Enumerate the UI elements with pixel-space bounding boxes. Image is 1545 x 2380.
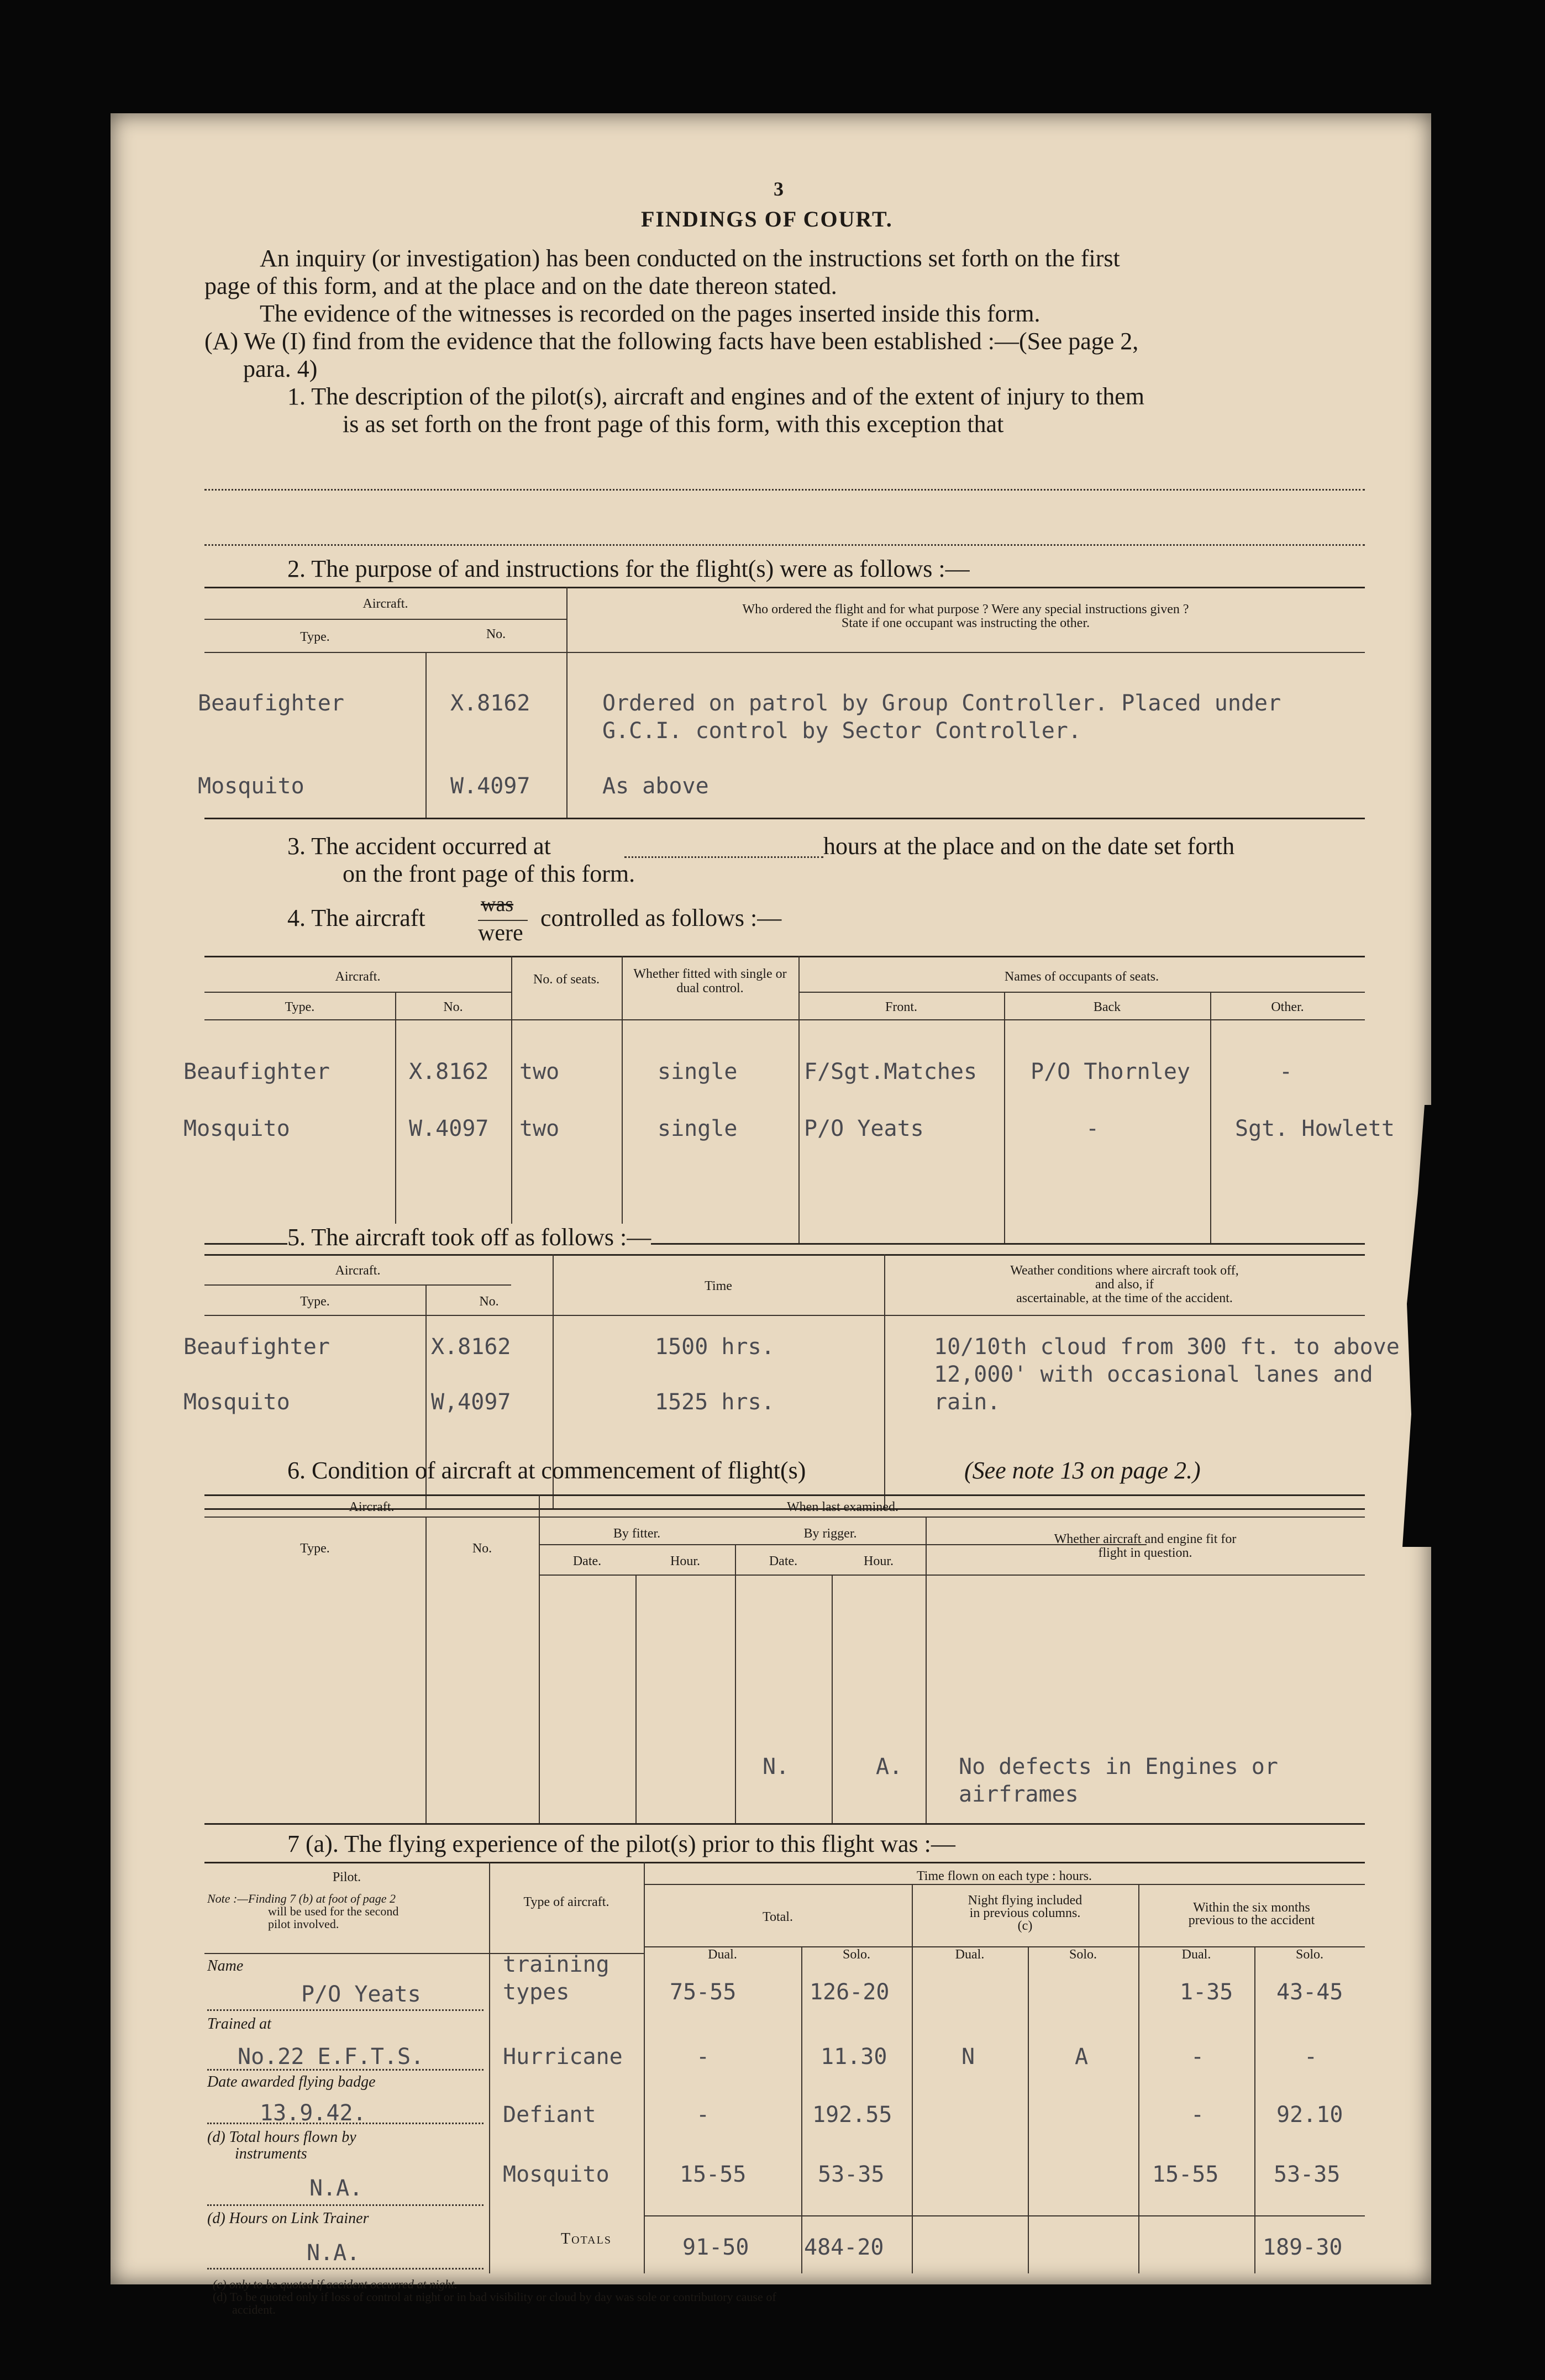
s6-col-aircraft: Aircraft.	[349, 1500, 395, 1514]
s6-col-no: No.	[472, 1541, 492, 1556]
s7-row-2-six-dual: -	[1191, 2044, 1205, 2070]
section-7-heading: 7 (a). The flying experience of the pilot(s) prior to this flight was :—	[287, 1830, 955, 1857]
s7-col-night-dual: Dual.	[955, 1947, 985, 1962]
s4-col-no: No.	[443, 1000, 463, 1014]
s6-col-fit-1: Whether aircraft and engine fit for	[1054, 1532, 1237, 1546]
s5-col-weather-3: ascertainable, at the time of the accident.	[1016, 1291, 1233, 1305]
s5-col-no: No.	[479, 1294, 499, 1309]
s7-row-2-night-dual: N	[961, 2044, 975, 2070]
form-page	[111, 113, 1431, 2316]
s4-col-control: Whether fitted with single or dual control.	[633, 967, 787, 996]
s6-col-rigger-hour: Hour.	[864, 1554, 894, 1568]
s2-row-2-no: W.4097	[450, 773, 530, 799]
intro-line-4b: para. 4)	[243, 355, 318, 382]
s6-rigger-hour: A.	[876, 1754, 903, 1779]
intro-line-4: (A) We (I) find from the evidence that the following facts have been established :—(See page 2,	[204, 328, 1139, 355]
s2-row-1-purpose-2: G.C.I. control by Sector Controller.	[602, 718, 1081, 744]
s7-col-total: Total.	[763, 1910, 793, 1924]
s4-row-2-other: Sgt. Howlett	[1235, 1116, 1395, 1141]
s7-row-4-solo: 53-35	[818, 2162, 885, 2187]
section-2-top-rule	[204, 587, 1365, 588]
s4-col-back: Back	[1093, 1000, 1121, 1014]
s4-row-1-front: F/Sgt.Matches	[804, 1059, 978, 1084]
section-6-note: (See note 13 on page 2.)	[964, 1457, 1201, 1484]
s7-col-night-2: in previous columns.	[969, 1906, 1081, 1920]
s6-fit-1: No defects in Engines or	[959, 1754, 1278, 1779]
s6-col-fitter-hour: Hour.	[670, 1554, 700, 1568]
s7-row-4-type: Mosquito	[503, 2162, 609, 2187]
s2-col-purpose-2: State if one occupant was instructing the other.	[841, 616, 1090, 630]
s7-row-1-six-solo: 43-45	[1276, 1979, 1343, 2005]
s7-col-total-solo: Solo.	[842, 1947, 870, 1962]
s2-row-1-purpose-1: Ordered on patrol by Group Controller. Placed under	[602, 691, 1281, 716]
s5-weather-1: 10/10th cloud from 300 ft. to above	[934, 1334, 1400, 1360]
section-2-heading: 2. The purpose of and instructions for the flight(s) were as follows :—	[287, 555, 970, 582]
s7-row-1-six-dual: 1-35	[1180, 1979, 1233, 2005]
s7-row-2-six-solo: -	[1304, 2044, 1318, 2070]
s5-col-weather-1: Weather conditions where aircraft took off,	[1010, 1263, 1239, 1278]
s5-row-2-time: 1525 hrs.	[655, 1389, 775, 1415]
s2-col-type: Type.	[300, 630, 330, 644]
s7-row-2-type: Hurricane	[503, 2044, 623, 2070]
section-5-heading: 5. The aircraft took off as follows :—	[287, 1224, 651, 1251]
s7-label-link: (d) Hours on Link Trainer	[207, 2210, 369, 2227]
s4-row-1-seats: two	[519, 1059, 560, 1084]
s4-row-2-front: P/O Yeats	[804, 1116, 924, 1141]
s4-row-1-no: X.8162	[409, 1059, 489, 1084]
s7-total-solo: 484-20	[804, 2235, 884, 2260]
s7-row-3-type: Defiant	[503, 2102, 596, 2128]
s4-row-1-control: single	[658, 1059, 738, 1084]
s2-row-2-purpose: As above	[602, 773, 709, 799]
s4-row-1-other: -	[1279, 1059, 1293, 1084]
s7-row-3-solo: 192.55	[812, 2102, 892, 2128]
accident-hour-field	[624, 856, 823, 858]
s2-col-purpose-1: Who ordered the flight and for what purpose ? Were any special instructions given ?	[742, 602, 1189, 617]
exception-dotted-line-2	[204, 544, 1365, 546]
s4-col-type: Type.	[285, 1000, 315, 1014]
s4-row-2-control: single	[658, 1116, 738, 1141]
s5-row-2-no: W,4097	[431, 1389, 511, 1415]
s7-row-1-type-1: training	[503, 1952, 609, 1977]
s5-row-1-time: 1500 hrs.	[655, 1334, 775, 1360]
intro-line-3: The evidence of the witnesses is recorded on the pages inserted inside this form.	[260, 300, 1040, 327]
s2-col-aircraft: Aircraft.	[362, 597, 408, 611]
item-1-line-2: is as set forth on the front page of this form, with this exception that	[343, 410, 1004, 438]
s4-col-seats: No. of seats.	[533, 972, 600, 987]
s7-row-3-dual: -	[696, 2102, 710, 2128]
section-6-heading: 6. Condition of aircraft at commencement of flight(s)	[287, 1457, 806, 1484]
s7-col-total-dual: Dual.	[708, 1947, 737, 1962]
s7-col-six-1: Within the six months	[1193, 1900, 1310, 1915]
s4-col-other: Other.	[1271, 1000, 1304, 1014]
s7-pilot-note-2: will be used for the second	[268, 1904, 399, 1918]
s7-row-4-six-dual: 15-55	[1152, 2162, 1219, 2187]
s4-row-2-back: -	[1086, 1116, 1100, 1141]
s5-col-time: Time	[705, 1279, 732, 1293]
s4-col-aircraft: Aircraft.	[335, 970, 381, 984]
s6-rigger-date: N.	[763, 1754, 790, 1779]
s7-totals-label: Totals	[561, 2230, 612, 2247]
section-4-was: was	[481, 893, 514, 916]
s7-trained-at: No.22 E.F.T.S.	[238, 2044, 424, 2070]
s6-col-fit-2: flight in question.	[1098, 1546, 1192, 1560]
exception-dotted-line-1	[204, 489, 1365, 491]
s6-col-when: When last examined.	[787, 1500, 898, 1514]
s7-row-2-solo: 11.30	[821, 2044, 887, 2070]
s7-col-night-1: Night flying included	[968, 1893, 1082, 1908]
s6-col-fitter: By fitter.	[613, 1526, 661, 1541]
s7-label-badge: Date awarded flying badge	[207, 2073, 376, 2091]
s7-pilot-note-3: pilot involved.	[268, 1917, 339, 1931]
s5-col-aircraft: Aircraft.	[335, 1263, 381, 1278]
s7-badge-date: 13.9.42.	[260, 2100, 366, 2126]
s7-label-instruments-1: (d) Total hours flown by	[207, 2129, 356, 2146]
s7-row-3-six-solo: 92.10	[1276, 2102, 1343, 2128]
s6-col-fitter-date: Date.	[572, 1554, 602, 1568]
s7-col-type: Type of aircraft.	[523, 1895, 609, 1909]
section-3-line-2: on the front page of this form.	[343, 860, 635, 887]
s6-col-rigger-date: Date.	[769, 1554, 798, 1568]
section-4-heading-start: 4. The aircraft	[287, 904, 425, 931]
section-4-were: were	[478, 920, 523, 946]
s7-col-time: Time flown on each type : hours.	[916, 1869, 1092, 1883]
s7-instrument-hours: N.A.	[309, 2176, 363, 2201]
s2-row-2-type: Mosquito	[198, 773, 304, 799]
s7-col-night-3: (c)	[1017, 1919, 1033, 1933]
s7-row-1-dual: 75-55	[670, 1979, 737, 2005]
s4-row-2-type: Mosquito	[183, 1116, 290, 1141]
footnote-c: (c) only to be quoted if accident occurred at night.	[213, 2277, 458, 2291]
page-number: 3	[774, 178, 784, 200]
s5-weather-2: 12,000' with occasional lanes and	[934, 1362, 1373, 1387]
s7-row-2-night-solo: A	[1075, 2044, 1089, 2070]
intro-line-1: An inquiry (or investigation) has been conducted on the instructions set forth on the first	[260, 245, 1120, 272]
s4-row-1-type: Beaufighter	[183, 1059, 330, 1084]
s7-row-2-dual: -	[696, 2044, 710, 2070]
section-3-line-1b: hours at the place and on the date set forth	[823, 833, 1235, 860]
s7-col-six-solo: Solo.	[1295, 1947, 1323, 1962]
s7-label-trained: Trained at	[207, 2015, 271, 2033]
s4-col-names: Names of occupants of seats.	[1004, 970, 1159, 984]
s5-row-2-type: Mosquito	[183, 1389, 290, 1415]
s7-row-1-solo: 126-20	[810, 1979, 890, 2005]
s5-col-type: Type.	[300, 1294, 330, 1309]
s5-weather-3: rain.	[934, 1389, 1001, 1415]
s2-col-no: No.	[486, 627, 506, 641]
s7-col-six-2: previous to the accident	[1188, 1913, 1315, 1928]
s7-row-1-type-2: types	[503, 1979, 570, 2005]
s7-col-night-solo: Solo.	[1069, 1947, 1097, 1962]
s2-row-1-no: X.8162	[450, 691, 530, 716]
s7-link-hours: N.A.	[307, 2240, 360, 2266]
section-3-line-1a: 3. The accident occurred at	[287, 833, 551, 860]
s7-label-name: Name	[207, 1957, 244, 1974]
section-4-heading-end: controlled as follows :—	[540, 904, 782, 931]
s5-row-1-no: X.8162	[431, 1334, 511, 1360]
s7-row-4-six-solo: 53-35	[1274, 2162, 1341, 2187]
s7-pilot-note-1: Note :—Finding 7 (b) at foot of page 2	[207, 1892, 396, 1905]
s7-label-instruments-2: instruments	[235, 2145, 307, 2162]
page-title: FINDINGS OF COURT.	[641, 207, 893, 231]
s6-fit-2: airframes	[959, 1782, 1079, 1807]
s4-col-front: Front.	[885, 1000, 917, 1014]
s7-total-dual: 91-50	[682, 2235, 749, 2260]
s6-col-type: Type.	[300, 1541, 330, 1556]
item-1-line-1: 1. The description of the pilot(s), aircraft and engines and of the extent of injury to them	[287, 383, 1144, 410]
s2-row-1-type: Beaufighter	[198, 691, 344, 716]
intro-line-2: page of this form, and at the place and on the date thereon stated.	[204, 272, 837, 299]
s7-col-pilot: Pilot.	[332, 1870, 361, 1884]
footnote-d: (d) To be quoted only if loss of control at night or in bad visibility or cloud by day was sole or contributory cause of	[213, 2290, 776, 2304]
footnote-d-2: accident.	[232, 2303, 276, 2316]
s7-col-six-dual: Dual.	[1181, 1947, 1211, 1962]
s7-pilot-name: P/O Yeats	[301, 1982, 421, 2007]
s6-col-rigger: By rigger.	[803, 1526, 857, 1541]
s5-row-1-type: Beaufighter	[183, 1334, 330, 1360]
s7-total-six-solo: 189-30	[1263, 2235, 1343, 2260]
s7-row-3-six-dual: -	[1191, 2102, 1205, 2128]
s7-row-4-dual: 15-55	[680, 2162, 747, 2187]
s4-row-2-no: W.4097	[409, 1116, 489, 1141]
s4-row-2-seats: two	[519, 1116, 560, 1141]
s4-row-1-back: P/O Thornley	[1031, 1059, 1190, 1084]
s5-col-weather-2: and also, if	[1095, 1277, 1154, 1292]
